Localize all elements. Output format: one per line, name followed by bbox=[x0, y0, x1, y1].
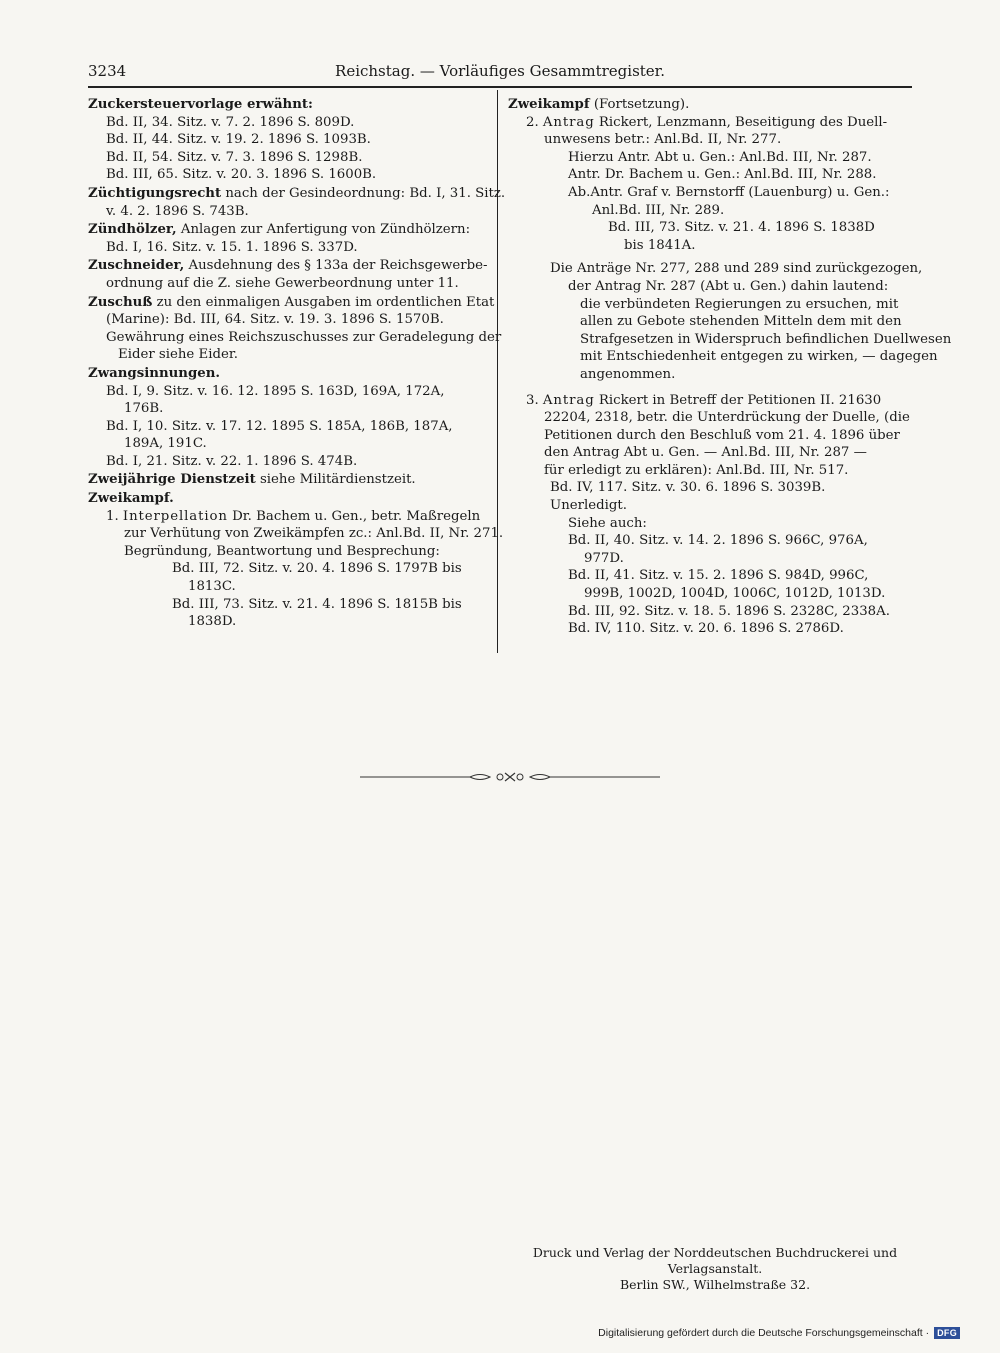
entry-heading-line bbox=[88, 185, 506, 203]
entry-text: Bd. II, 44. Sitz. v. 19. 2. 1896 S. 1093B. bbox=[106, 132, 371, 148]
entry-text: Bd. III, 72. Sitz. v. 20. 4. 1896 S. 1797B bis bbox=[172, 561, 462, 577]
entry-heading-line bbox=[88, 257, 490, 275]
imprint bbox=[505, 1245, 925, 1293]
entry-text: Strafgesetzen in Widerspruch befindlichen Duellwesen bbox=[580, 331, 952, 347]
entry-line bbox=[508, 479, 913, 497]
register-entry bbox=[88, 257, 490, 292]
entry-text: Bd. I, 10. Sitz. v. 17. 12. 1895 S. 185A, 186B, 187A, bbox=[106, 418, 453, 434]
running-title: Reichstag. — Vorläufiges Gesammtregister. bbox=[335, 62, 665, 80]
entry-text: Bd. IV, 117. Sitz. v. 30. 6. 1896 S. 3039B. bbox=[550, 480, 826, 496]
footer-text: Digitalisierung gefördert durch die Deutsche Forschungsgemeinschaft · bbox=[598, 1327, 930, 1339]
entry-text: Bd. IV, 110. Sitz. v. 20. 6. 1896 S. 2786D. bbox=[568, 621, 844, 637]
register-entry bbox=[88, 294, 502, 364]
entry-line bbox=[508, 585, 913, 603]
entry-line bbox=[88, 543, 490, 561]
entry-keyword: Zuckersteuervorlage bbox=[88, 97, 248, 112]
entry-text: Bd. I, 16. Sitz. v. 15. 1. 1896 S. 337D. bbox=[106, 239, 358, 255]
entry-text: Anlagen zur Anfertigung von Zündhölzern: bbox=[176, 222, 471, 238]
entry-text: 1. bbox=[106, 508, 123, 524]
register-entry bbox=[88, 365, 490, 471]
entry-text: unwesens betr.: Anl.Bd. II, Nr. 277. bbox=[544, 132, 782, 148]
entry-text: Bd. II, 40. Sitz. v. 14. 2. 1896 S. 966C, 976A, bbox=[568, 533, 868, 549]
entry-text: 176B. bbox=[124, 401, 164, 417]
entry-line bbox=[508, 219, 913, 237]
entry-text: Begründung, Beantwortung und Besprechung: bbox=[124, 543, 440, 559]
entry-line bbox=[508, 409, 913, 427]
entry-text: Antr. Dr. Bachem u. Gen.: Anl.Bd. III, Nr. 288. bbox=[568, 167, 877, 183]
register-entry bbox=[88, 490, 504, 631]
entry-line bbox=[508, 444, 913, 462]
header-rule bbox=[88, 86, 912, 88]
entry-line bbox=[88, 525, 504, 543]
entry-line bbox=[508, 149, 913, 167]
entry-line bbox=[508, 550, 913, 568]
entry-text: Eider siehe Eider. bbox=[118, 347, 238, 363]
entry-text: 22204, 2318, betr. die Unterdrückung der Duelle, (die bbox=[544, 410, 910, 426]
entry-heading-line bbox=[88, 294, 495, 312]
left-column bbox=[88, 96, 506, 632]
entry-keyword: Zweikampf. bbox=[88, 491, 174, 507]
entry-line bbox=[508, 462, 913, 480]
entry-heading-line bbox=[88, 221, 490, 239]
entry-text: Bd. I, 21. Sitz. v. 22. 1. 1896 S. 474B. bbox=[106, 453, 358, 469]
entry-line bbox=[88, 596, 490, 614]
entry-line bbox=[88, 578, 490, 596]
entry-text: der Antrag Nr. 287 (Abt u. Gen.) dahin lautend: bbox=[568, 278, 889, 294]
entry-text: Anl.Bd. III, Nr. 289. bbox=[592, 202, 725, 218]
entry-line bbox=[88, 275, 490, 293]
entry-line bbox=[88, 613, 490, 631]
entry-heading-line bbox=[508, 392, 913, 410]
page-number: 3234 bbox=[88, 62, 127, 80]
entry-line bbox=[508, 603, 913, 621]
right-column bbox=[508, 96, 952, 639]
entry-text: Hierzu Antr. Abt u. Gen.: Anl.Bd. III, Nr. 287. bbox=[568, 149, 872, 165]
entry-line bbox=[88, 400, 490, 418]
entry-text: 977D. bbox=[584, 550, 624, 566]
entry-text: Bd. III, 92. Sitz. v. 18. 5. 1896 S. 2328C, 2338A. bbox=[568, 603, 890, 619]
entry-heading-line bbox=[508, 260, 923, 278]
entry-line bbox=[508, 131, 913, 149]
entry-text: Petitionen durch den Beschluß vom 21. 4. 1896 über bbox=[544, 427, 900, 443]
entry-heading-line bbox=[88, 471, 490, 489]
footer-credit bbox=[598, 1327, 960, 1339]
entry-text: mit Entschiedenheit entgegen zu wirken, — dagegen bbox=[580, 349, 938, 365]
entry-text: Ab.Antr. Graf v. Bernstorff (Lauenburg) u. Gen.: bbox=[568, 184, 890, 200]
entry-line bbox=[88, 114, 490, 132]
register-entry bbox=[88, 96, 490, 184]
entry-text: v. 4. 2. 1896 S. 743B. bbox=[106, 203, 249, 219]
entry-text: für erledigt zu erklären): Anl.Bd. III, Nr. 517. bbox=[544, 462, 849, 478]
entry-text: 189A, 191C. bbox=[124, 436, 207, 452]
dfg-logo-icon: DFG bbox=[934, 1327, 960, 1339]
entry-line bbox=[88, 203, 490, 221]
entry-text: 1813C. bbox=[188, 579, 236, 595]
entry-line bbox=[508, 237, 913, 255]
entry-line bbox=[88, 418, 490, 436]
entry-text: Rickert in Betreff der Petitionen II. 21630 bbox=[594, 392, 882, 408]
entry-keyword: Züchtigungsrecht bbox=[88, 185, 222, 201]
entry-keyword: Zwangsinnungen. bbox=[88, 365, 220, 381]
entry-text: Bd. II, 34. Sitz. v. 7. 2. 1896 S. 809D. bbox=[106, 114, 355, 130]
ornament-divider bbox=[360, 772, 660, 782]
register-entry bbox=[88, 185, 506, 220]
entry-text: 999B, 1002D, 1004D, 1006C, 1012D, 1013D. bbox=[584, 586, 886, 602]
entry-text: Bd. II, 54. Sitz. v. 7. 3. 1896 S. 1298B. bbox=[106, 149, 363, 165]
entry-text: zu den einmaligen Ausgaben im ordentlichen Etat bbox=[152, 294, 495, 310]
entry-heading-line bbox=[88, 365, 490, 383]
entry-keyword: Zündhölzer, bbox=[88, 222, 177, 238]
entry-text: Rickert, Lenzmann, Beseitigung des Duell- bbox=[594, 114, 888, 130]
entry-text: zur Verhütung von Zweikämpfen zc.: Anl.Bd. II, Nr. 271. bbox=[124, 526, 504, 542]
entry-keyword: Zweikampf bbox=[508, 97, 590, 112]
entry-keyword: erwähnt: bbox=[247, 97, 313, 112]
entry-heading-line bbox=[88, 490, 490, 508]
entry-line bbox=[88, 149, 490, 167]
entry-text: angenommen. bbox=[580, 366, 676, 382]
entry-text: allen zu Gebote stehenden Mitteln dem mit den bbox=[580, 314, 902, 330]
entry-text: Bd. I, 9. Sitz. v. 16. 12. 1895 S. 163D, 169A, 172A, bbox=[106, 383, 445, 399]
entry-heading-line bbox=[88, 96, 490, 114]
entry-text: 3. bbox=[526, 392, 543, 408]
entry-text: Antrag bbox=[542, 114, 595, 130]
entry-text: 1838D. bbox=[188, 614, 237, 630]
entry-line bbox=[88, 508, 490, 526]
entry-text: Die Anträge Nr. 277, 288 und 289 sind zurückgezogen, bbox=[550, 261, 923, 277]
entry-heading-line bbox=[508, 96, 913, 114]
entry-line bbox=[88, 166, 490, 184]
entry-text: den Antrag Abt u. Gen. — Anl.Bd. III, Nr. 287 — bbox=[544, 445, 867, 461]
entry-line bbox=[508, 202, 913, 220]
entry-line bbox=[508, 532, 913, 550]
register-entry bbox=[88, 221, 490, 256]
entry-text: siehe Militärdienstzeit. bbox=[255, 472, 416, 488]
imprint-line-1: Druck und Verlag der Norddeutschen Buchdruckerei und Verlagsanstalt. bbox=[532, 1245, 898, 1276]
register-entry bbox=[508, 260, 952, 383]
entry-line bbox=[88, 329, 502, 347]
entry-line bbox=[508, 567, 913, 585]
entry-line bbox=[88, 311, 490, 329]
entry-text: Interpellation bbox=[122, 508, 228, 524]
entry-text: 2. bbox=[526, 114, 543, 130]
entry-line bbox=[88, 435, 490, 453]
entry-line bbox=[88, 453, 490, 471]
entry-keyword: Zuschuß bbox=[88, 294, 153, 310]
entry-line bbox=[508, 296, 913, 314]
entry-line bbox=[508, 278, 913, 296]
entry-text: Dr. Bachem u. Gen., betr. Maßregeln bbox=[227, 508, 481, 524]
entry-line bbox=[508, 497, 913, 515]
entry-line bbox=[508, 331, 952, 349]
entry-text: (Marine): Bd. III, 64. Sitz. v. 19. 3. 1896 S. 1570B. bbox=[106, 312, 444, 328]
entry-line bbox=[88, 560, 490, 578]
entry-line bbox=[88, 383, 490, 401]
entry-text: bis 1841A. bbox=[624, 237, 696, 253]
entry-line bbox=[88, 346, 490, 364]
entry-text: Siehe auch: bbox=[568, 515, 647, 531]
entry-keyword: Zweijährige Dienstzeit bbox=[88, 472, 256, 488]
entry-text: Bd. II, 41. Sitz. v. 15. 2. 1896 S. 984D, 996C, bbox=[568, 568, 869, 584]
entry-text: Bd. III, 65. Sitz. v. 20. 3. 1896 S. 1600B. bbox=[106, 167, 377, 183]
entry-line bbox=[508, 313, 913, 331]
entry-text: Unerledigt. bbox=[550, 498, 627, 514]
entry-text: die verbündeten Regierungen zu ersuchen, mit bbox=[580, 296, 899, 312]
entry-line bbox=[508, 184, 913, 202]
entry-line bbox=[508, 366, 913, 384]
entry-line bbox=[508, 427, 913, 445]
entry-line bbox=[508, 114, 913, 132]
column-divider bbox=[497, 90, 498, 653]
entry-line bbox=[508, 348, 938, 366]
entry-line bbox=[508, 166, 913, 184]
entry-line bbox=[508, 515, 913, 533]
entry-text: Gewährung eines Reichszuschusses zur Geradelegung der bbox=[106, 329, 502, 345]
imprint-line-2: Berlin SW., Wilhelmstraße 32. bbox=[619, 1277, 811, 1292]
entry-text: Ausdehnung des § 133a der Reichsgewerbe- bbox=[184, 258, 488, 274]
entry-text: Antrag bbox=[542, 392, 595, 408]
register-entry bbox=[508, 96, 913, 254]
entry-line bbox=[88, 131, 490, 149]
entry-text: Bd. III, 73. Sitz. v. 21. 4. 1896 S. 1815B bis bbox=[172, 596, 462, 612]
entry-text: Bd. III, 73. Sitz. v. 21. 4. 1896 S. 1838D bbox=[608, 220, 875, 236]
entry-keyword: Zuschneider, bbox=[88, 258, 185, 274]
entry-text: nach der Gesindeordnung: Bd. I, 31. Sitz. bbox=[221, 185, 506, 201]
entry-line bbox=[88, 239, 490, 257]
register-entry bbox=[88, 471, 490, 489]
entry-line bbox=[508, 620, 913, 638]
entry-text: ordnung auf die Z. siehe Gewerbeordnung unter 11. bbox=[106, 275, 459, 291]
register-entry bbox=[508, 392, 913, 638]
entry-text: (Fortsetzung). bbox=[589, 97, 690, 112]
